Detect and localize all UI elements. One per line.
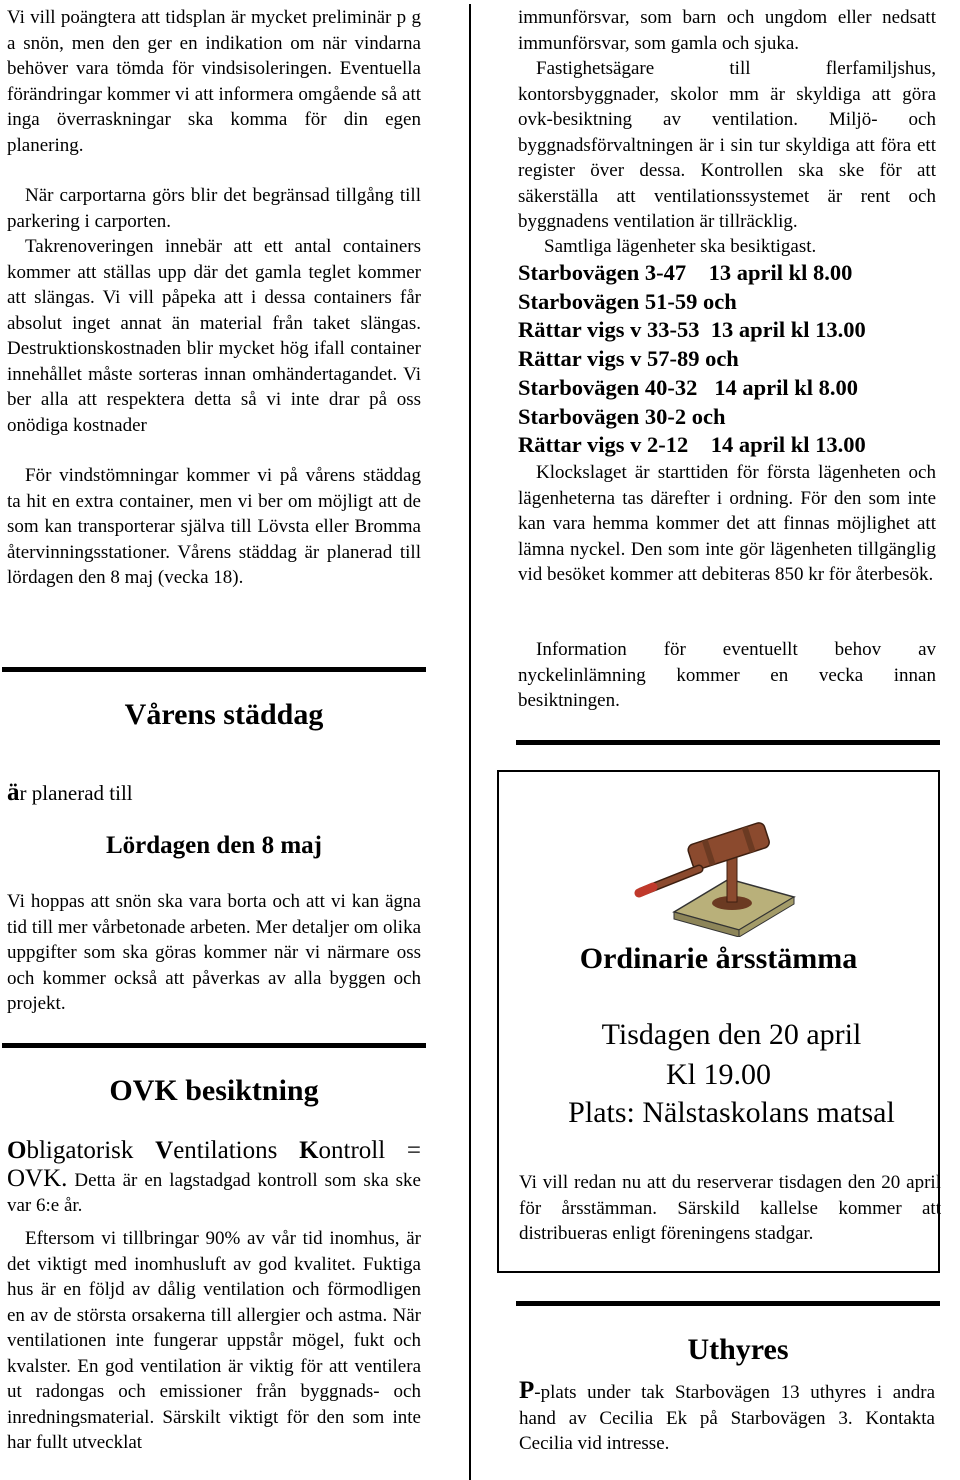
meeting-text: Vi vill redan nu att du reserverar tisdagen den 20 april för årsstämman. Särskild kallelse kommer att distribueras enligt föreningens stadgar. [519,1172,941,1244]
samtliga-paragraph: Samtliga lägenheter ska besiktigast. [544,236,817,257]
takrenovering-paragraph: Takrenoveringen innebär att ett antal containers kommer att ställas upp där det gamla teglet kommer att slängas. Vi vill påpeka att i dessa containers får absolut inget annat än material från taket slängas. Destruktionskostnaden blir mycket hög ifall container innehållet måste sorteras innan omhändertagandet. Vi ber alla att respektera detta så vi inte drar på oss onödiga kostnader [7,236,421,436]
meeting-heading: Ordinarie årsstämma [579,942,858,975]
schedule-row: Rättar vigs v 57-89 och [518,346,739,372]
stad-intro-initial: ä [7,779,20,806]
ovk-letter-o: O [7,1137,27,1164]
vindstomning-paragraph: För vindstömningar kommer vi på vårens städdag ta hit en extra container, men vi ber om möjligt att de som kan transporterar själva till Lövsta eller Bromma återvinningsstationer. Vårens städdag är planerad till lördagen den 8 maj (vecka 18). [7,465,421,588]
rent-initial: P [519,1377,535,1404]
ovk-word-1: bligatorisk [26,1137,156,1164]
ovk-heading: OVK besiktning [109,1074,319,1107]
stad-intro-text: r planerad till [19,781,133,805]
carport-paragraph: När carportarna görs blir det begränsad tillgång till parkering i carporten. [7,185,421,232]
schedule-row: Starbovägen 3-47 13 april kl 8.00 [518,260,853,285]
gavel-icon [629,817,809,937]
rent-body: -plats under tak Starbovägen 13 uthyres i andra hand av Cecilia Ek på Starbovägen 3. Kontakta Cecilia vid intresse. [519,1382,935,1454]
meeting-time: Kl 19.00 [666,1058,771,1091]
tidsplan-paragraph: Vi vill poängtera att tidsplan är mycket preliminär p g a snön, men den ger en indikation om när vindarna behöver vara tömda för vindsisoleringen. Eventuella förändringar kommer vi att informera omgående så att inga överraskningar ska komma för din egen planering. [7,7,421,156]
rent-heading: Uthyres [687,1333,789,1366]
stad-date: Lördagen den 8 maj [106,832,322,859]
schedule-list [518,259,936,460]
schedule-row: Starbovägen 30-2 och [518,403,726,429]
schedule-row: Rättar vigs v 2-12 14 april kl 13.00 [518,432,866,458]
schedule-row: Starbovägen 40-32 14 april kl 8.00 [518,374,859,400]
ovk-rest: Detta är en lagstadgad kontroll som ska ske var 6:e år. [7,1169,421,1216]
ovk-letter-k: K [299,1137,319,1164]
section-divider [2,1043,426,1048]
stad-heading: Vårens städdag [124,698,324,731]
stad-text: Vi hoppas att snön ska vara borta och att vi kan ägna tid till mer vårbetonade arbeten. Mer detaljer om olika uppgifter som ska göras kommer när vi närmare oss och kommer också att påverkas av alla byggen och projekt. [7,891,421,1014]
schedule-row: Starbovägen 51-59 och [518,288,737,314]
fastighetsagare-paragraph: Fastighetsägare till flerfamiljshus, kontorsbyggnader, skolor mm är skyldiga att göra ovk-besiktning av ventilation. Miljö- och byggnadsförvaltningen är i sin tur skyldiga att föra ett register över dessa. Kontrollen ska ske för att säkerställa att ventilationssystemet är rent och byggnadens ventilation är tillräcklig. [518,58,936,232]
ovk-word-3: ontroll = OVK. [7,1137,422,1192]
meeting-date: Tisdagen den 20 april [601,1018,862,1051]
stad-intro [7,779,133,807]
section-divider [516,1301,940,1306]
rent-text [519,1378,935,1457]
klockslaget-paragraph: Klockslaget är starttiden för första lägenheten och lägenheterna tas därefter i ordning. För den som inte kan vara hemma kommer det att finnas möjlighet att lämna nyckel. Den som inte gör lägenheten tillgänglig vid besöket kommer att debiteras 850 kr för återbesök. [518,462,936,585]
nyckel-paragraph: Information för eventuellt behov av nyckelinlämning kommer en vecka innan besiktningen. [518,639,936,711]
column-divider [469,4,471,1480]
section-divider [516,740,940,745]
ovk-letter-v: V [155,1137,174,1164]
meeting-place: Plats: Nälstaskolans matsal [568,1096,895,1129]
ovk-intro [7,1138,421,1219]
meeting-box [497,770,940,1273]
ovk-word-2: entilations [173,1137,300,1164]
ovk-paragraph: Eftersom vi tillbringar 90% av vår tid inomhus, är det viktigt med inomhusluft av god kvalitet. Fuktiga hus är en följd av dålig ventilation och förmodligen en av de största orsakerna till allergier och astma. När ventilationen inte fungerar uppstår mögel, fukt och kvalster. En god ventilation är viktig för att ventilera ut radongas och emissioner från byggnads- och inredningsmaterial. Särskilt viktigt för den som inte har fullt utvecklat [7,1228,421,1453]
immunforsvar-paragraph: immunförsvar, som barn och ungdom eller nedsatt immunförsvar, som gamla och sjuka. [518,7,936,54]
section-divider [2,667,426,672]
schedule-row: Rättar vigs v 33-53 13 april kl 13.00 [518,317,866,343]
